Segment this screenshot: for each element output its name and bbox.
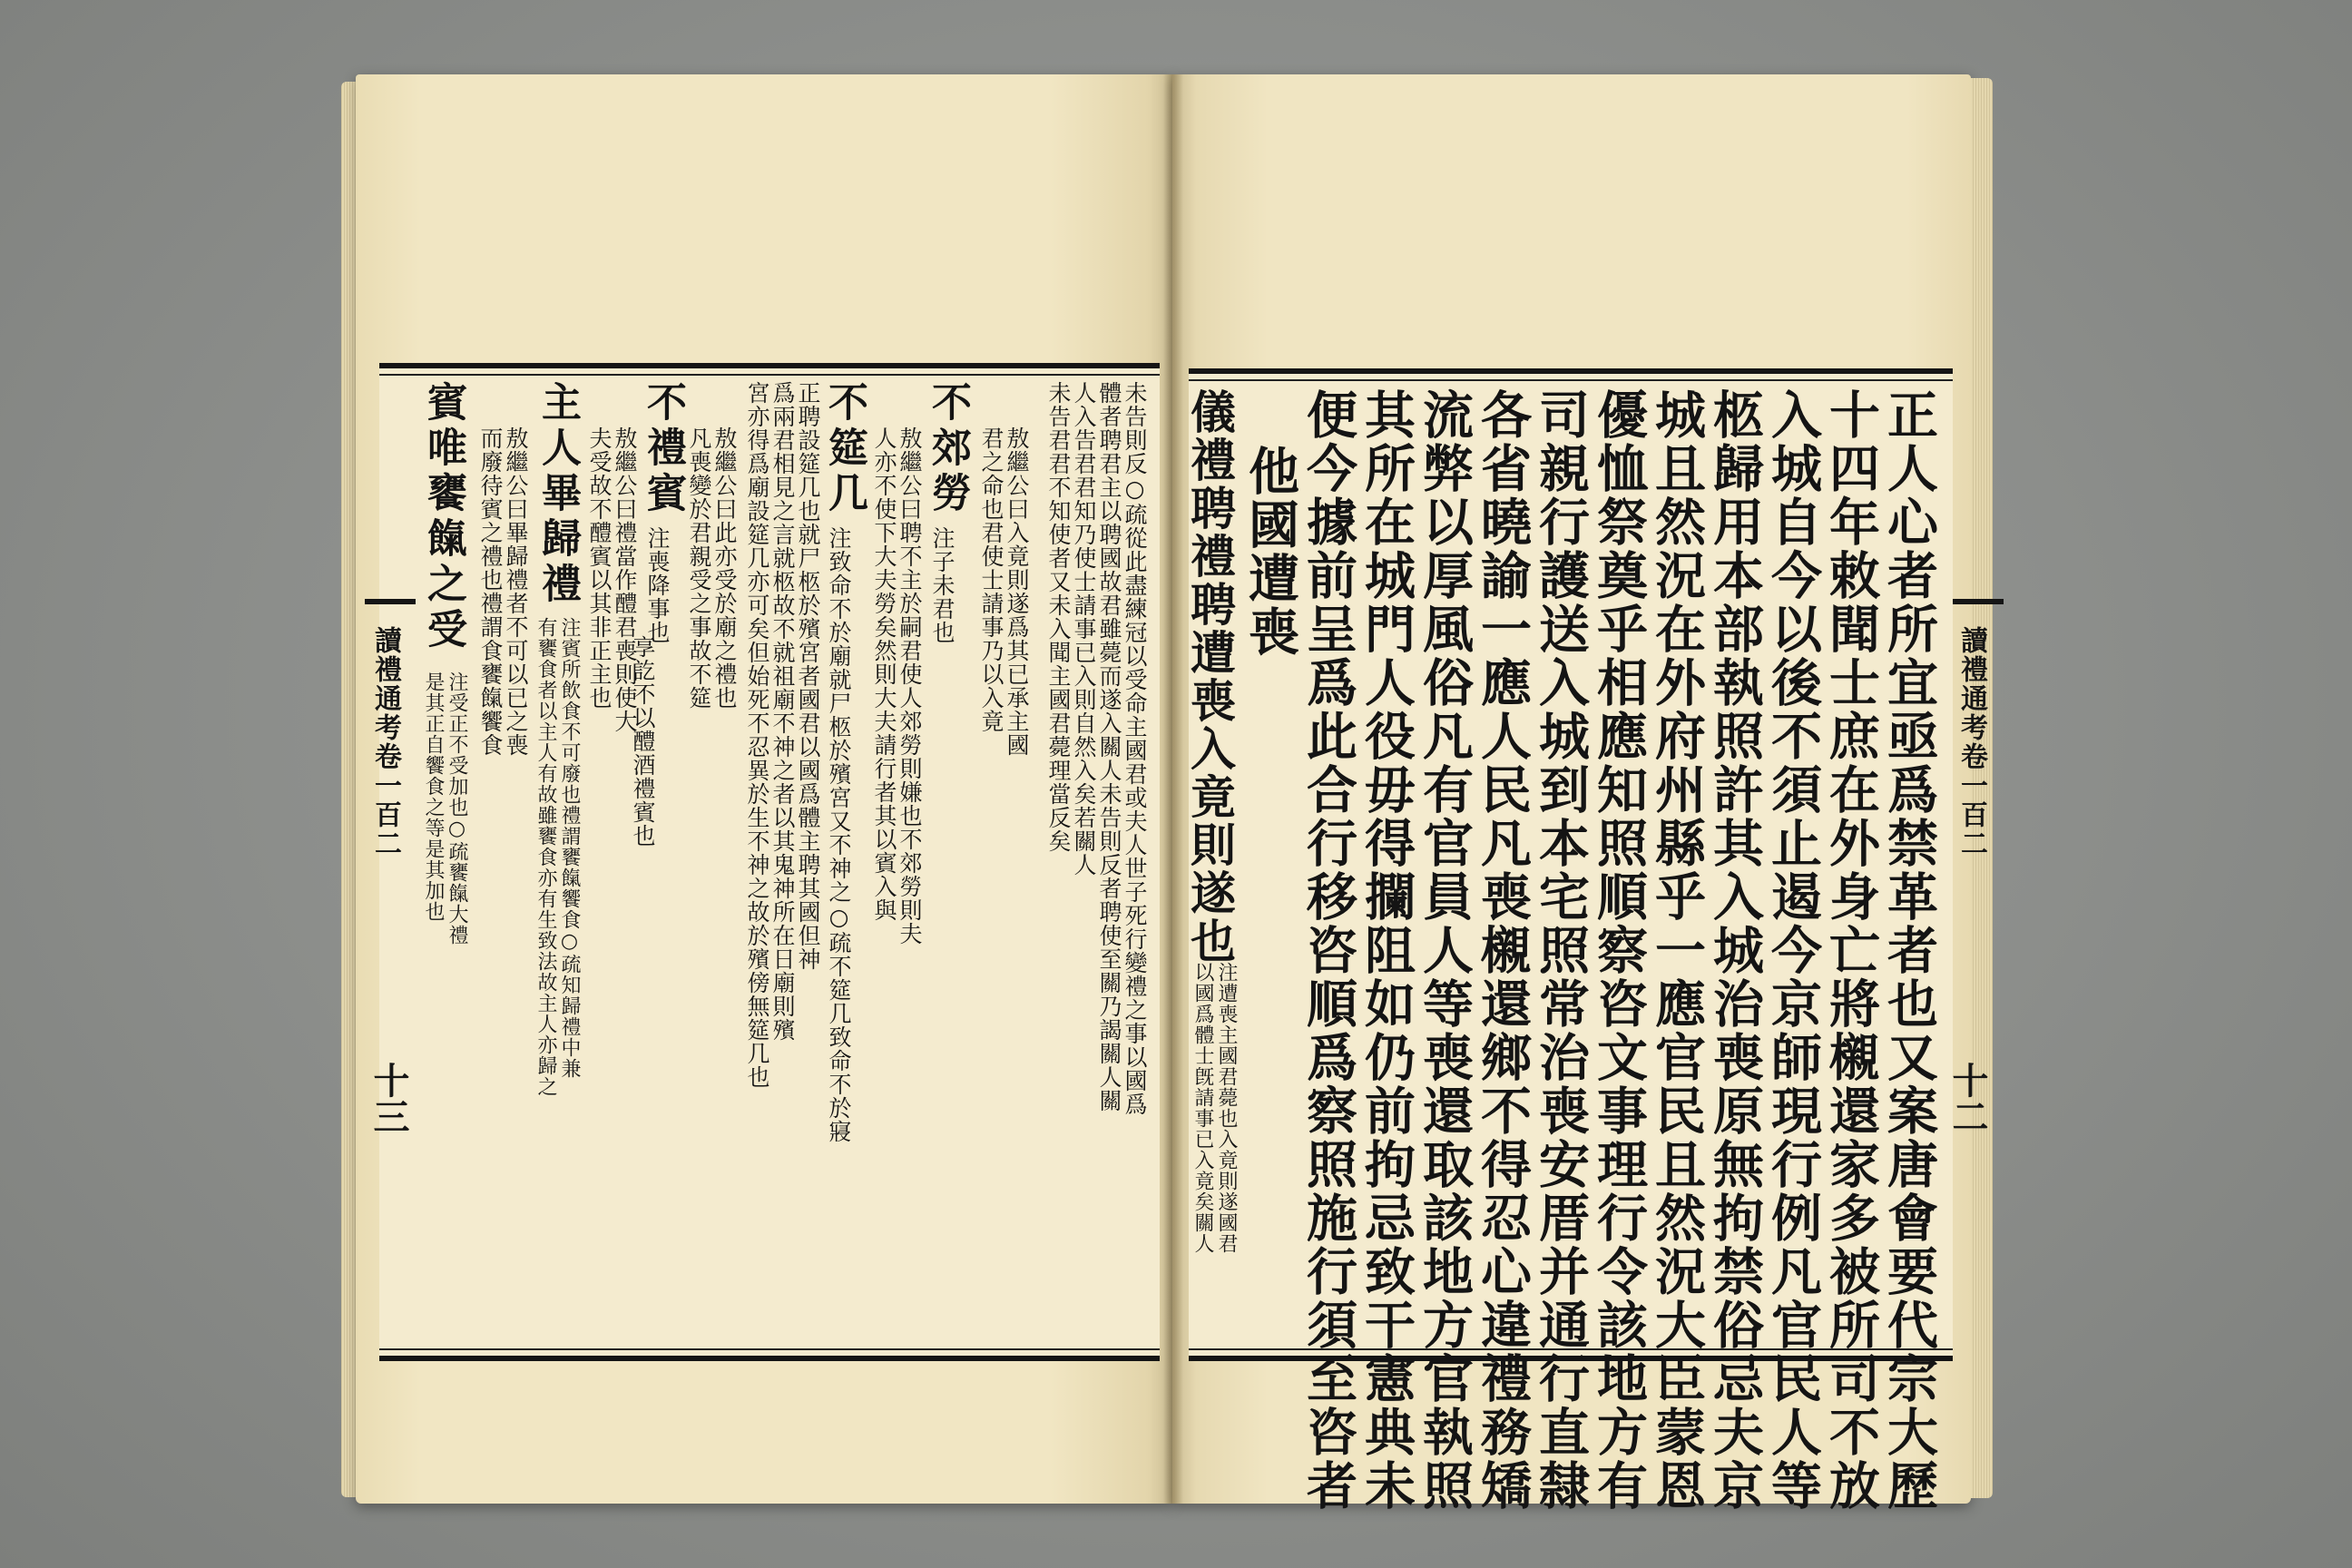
- commentary-column: 夫受故不醴賓以其非正主也: [586, 426, 612, 710]
- commentary-column: 享訖不以醴酒禮賓也: [630, 635, 656, 848]
- text-column: 城且然況在外府州縣乎一應官民且然況大臣蒙恩: [1647, 388, 1707, 1513]
- text-column: 司親行護送入城到本宅照常治喪安厝并通行直隸: [1531, 388, 1591, 1513]
- folio-number: 十二: [1946, 1062, 1989, 1134]
- frame-rule-bottom: [379, 1348, 1160, 1350]
- text-column: 便今據前呈爲此合行移咨順爲察照施行須至咨者: [1298, 388, 1358, 1513]
- fishtail-marker: [1953, 599, 2004, 628]
- section-heading: 他國遭喪: [1240, 445, 1300, 659]
- commentary-column: 敖繼公曰此亦受於廟之禮也: [711, 426, 738, 710]
- margin-title: 讀禮通考卷一百二: [1955, 626, 1987, 858]
- text-column: 柩歸用本部執照許其入城治喪原無拘禁俗忌夫京: [1705, 388, 1765, 1513]
- commentary-column: 人入告君君知乃使士請事已入則自然入矣若關人: [1071, 381, 1097, 877]
- commentary-column: 敖繼公曰禮當作醴君喪則使大: [612, 426, 638, 733]
- commentary-column: 注遭喪主國君薨也入竟則遂國君: [1215, 962, 1238, 1254]
- commentary-column: 有饔食者以主人有故雖饔食亦有生致法故主人亦歸之: [534, 617, 557, 1097]
- commentary-column: 是其正自饗食之等是其加也: [422, 671, 445, 922]
- fishtail-marker: [365, 599, 416, 628]
- entry-note: 注致命不於廟就尸柩於殯宮又不神之○疏不筵几致命不於寢: [826, 526, 852, 1143]
- text-column: 各省曉諭一應人民凡喪櫬還鄉不得忍心違禮務矯: [1473, 388, 1533, 1513]
- entry-heading: 賓唯饔餼之受: [420, 381, 466, 653]
- text-column: 十四年敕聞士庶在外身亡將櫬還家多被所司不放: [1821, 388, 1881, 1513]
- text-column: 其所在城門人役毋得攔阻如仍前拘忌致干憲典未: [1357, 388, 1416, 1513]
- commentary-column: 凡喪變於君親受之事故不筵: [686, 426, 712, 710]
- commentary-column: 敖繼公曰畢歸禮者不可以已之喪: [503, 426, 529, 757]
- commentary-column: 爲兩君相見之言就柩故不就祖廟不神之者以其鬼神所在日廟則殯: [769, 381, 796, 1042]
- entry-heading: 不禮賓: [640, 381, 686, 517]
- commentary-column: 敖繼公曰聘不主於嗣君使人郊勞則嫌也不郊勞則夫: [897, 426, 923, 946]
- text-column: 優恤祭奠乎相應知照順察咨文事理行令該地方有: [1589, 388, 1649, 1513]
- margin-title: 讀禮通考卷一百二: [369, 626, 401, 858]
- text-column: 流弊以厚風俗凡有官員人等喪還取該地方官執照: [1415, 388, 1475, 1513]
- text-column: 儀禮聘禮聘遭喪入竟則遂也: [1183, 388, 1237, 965]
- commentary-column: 君之命也君使士請事乃以入竟: [978, 426, 1004, 733]
- frame-rule-top: [379, 374, 1160, 376]
- entry-note: 注喪降事也: [644, 526, 671, 644]
- text-column: 正人心者所宜亟爲禁革者也又案唐會要代宗大歷: [1879, 388, 1939, 1513]
- commentary-column: 人亦不使下大夫勞矣然則大夫請行者其以賓入與: [871, 426, 897, 922]
- commentary-column: 敖繼公曰入竟則遂爲其已承主國: [1004, 426, 1030, 757]
- entry-note: 注賓所飲食不可廢也禮謂饔餼饗食○疏知歸禮中兼: [558, 617, 581, 1079]
- folio-number: 十三: [368, 1062, 410, 1134]
- text-column: 入城自今以後不須止遏今京師現行例凡官民人等: [1763, 388, 1823, 1513]
- book-gutter: [1163, 74, 1183, 1504]
- entry-note: 注受正不受加也○疏饔餼大禮: [446, 671, 468, 946]
- commentary-column: 正聘設筵几也就尸柩於殯宮者國君以國爲體主聘其國但神: [795, 381, 821, 971]
- entry-heading: 主人畢歸禮: [534, 381, 581, 608]
- entry-heading: 不郊勞: [925, 381, 971, 517]
- commentary-column: 未告則反○疏從此盡練冠以受命主國君或夫人世子死行變禮之事以國爲: [1122, 381, 1148, 1116]
- commentary-column: 以國爲體士旣請事已入竟矣關人: [1191, 962, 1214, 1254]
- commentary-column: 未告君君不知使者又未入聞主國君薨理當反矣: [1045, 381, 1072, 853]
- commentary-column: 宮亦得爲廟設筵几亦可矣但始死不忍異於生不神之故於殯傍無筵几也: [744, 381, 770, 1089]
- frame-rule-top: [1189, 379, 1953, 381]
- commentary-column: 體者聘君主以聘國故君雖薨而遂入關人未告則反者聘使至關乃謁關人關: [1096, 381, 1122, 1112]
- commentary-column: 而廢待賓之禮也禮謂食饔餼饗食: [477, 426, 504, 757]
- entry-note: 注子未君也: [929, 526, 956, 644]
- entry-heading: 不筵几: [821, 381, 867, 517]
